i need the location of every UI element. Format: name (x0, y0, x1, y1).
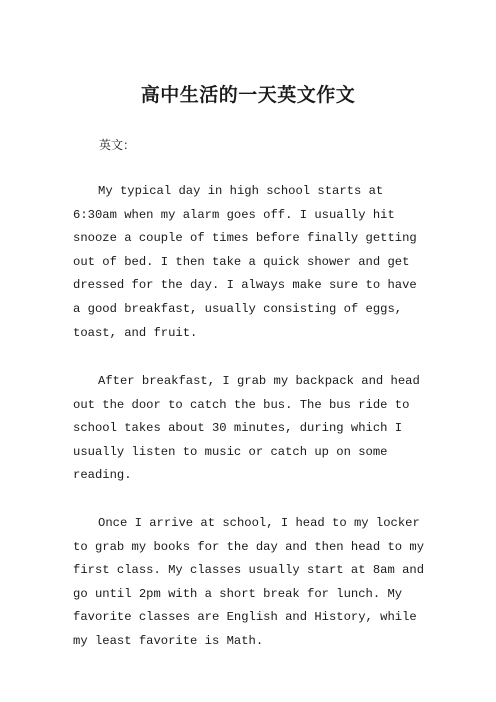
document-title: 高中生活的一天英文作文 (140, 84, 356, 106)
paragraph-3: Once I arrive at school, I head to my locker to grab my books for the day and then head to my first class. My classes usually start at 8am and go until 2pm with a short break for lunch. My favorite classes are English and History, while my least favorite is Math. (73, 516, 425, 648)
paragraph-1: My typical day in high school starts at 6:30am when my alarm goes off. I usually hit snooze a couple of times before finally getting out of bed. I then take a quick shower and get dressed for the day. I always make sure to have a good breakfast, usually consisting of eggs, toast, and fruit. (73, 184, 417, 340)
section-label: 英文： (99, 138, 136, 152)
paragraph-2: After breakfast, I grab my backpack and head out the door to catch the bus. The bus ride to school takes about 30 minutes, during which I usually listen to music or catch up on some reading. (73, 374, 420, 483)
